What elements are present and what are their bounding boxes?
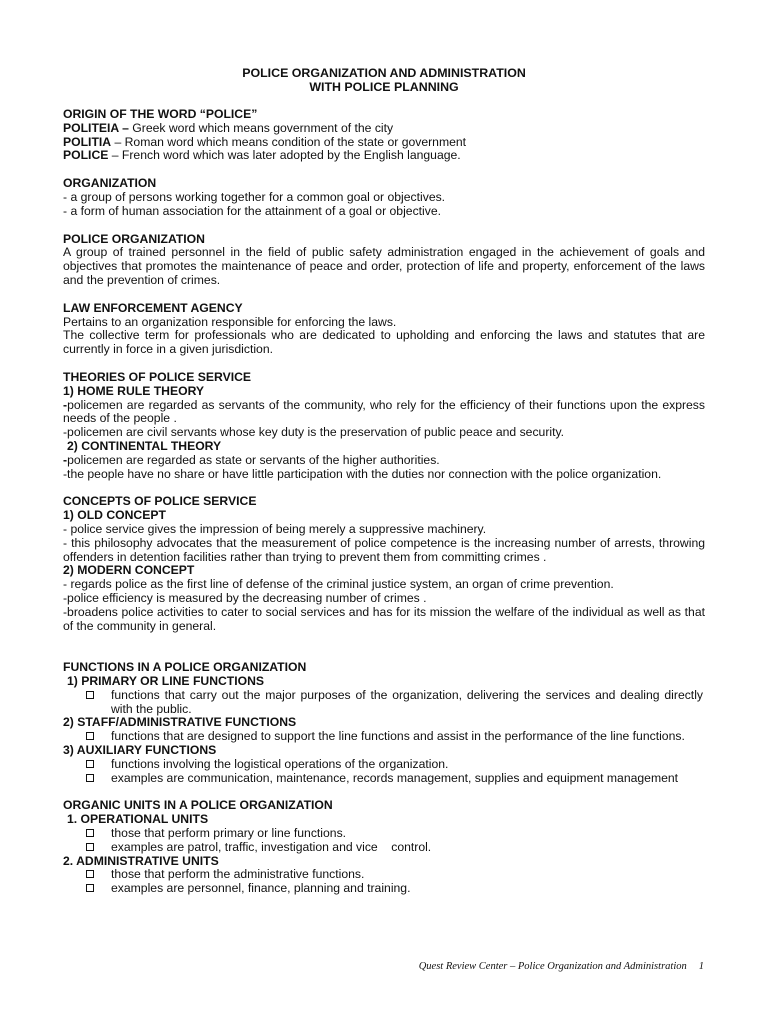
list-item-text: functions involving the logistical operations of the organization. <box>111 756 449 771</box>
old-concept-line: - police service gives the impression of being merely a suppressive machinery. <box>63 521 487 536</box>
police-organization-text: A group of trained personnel in the field of public safety administration engaged in the achievement of goals and objectives that promotes the maintenance of peace and order, protection of life and property, enforcement of the laws and the prevention of crimes. <box>63 245 705 287</box>
continental-line <box>63 454 705 468</box>
title-line-1: POLICE ORGANIZATION AND ADMINISTRATION <box>242 66 526 80</box>
staff-functions-list <box>63 730 705 744</box>
continental-text: policemen are regarded as state or servants of the higher authorities. <box>67 452 440 467</box>
footer-text: Quest Review Center – Police Organization and Administration <box>418 961 687 972</box>
organization-heading: ORGANIZATION <box>63 176 157 191</box>
origin-text: Greek word which means government of the city <box>128 120 394 135</box>
home-rule-dash: - <box>63 397 68 412</box>
origin-text: – French word which was later adopted by the English language. <box>108 148 461 163</box>
organic-units-section <box>63 799 705 896</box>
functions-section <box>63 661 705 785</box>
checkbox-bullet-icon <box>86 884 94 892</box>
origin-section <box>63 108 705 163</box>
checkbox-bullet-icon <box>86 774 94 782</box>
modern-concept-heading: 2) MODERN CONCEPT <box>63 563 195 578</box>
title-line-2: WITH POLICE PLANNING <box>309 80 459 94</box>
checkbox-bullet-icon <box>86 843 94 851</box>
continental-heading: 2) CONTINENTAL THEORY <box>67 438 222 453</box>
origin-heading: ORIGIN OF THE WORD “POLICE” <box>63 107 258 121</box>
document-page <box>63 66 705 896</box>
theories-heading: THEORIES OF POLICE SERVICE <box>63 369 252 384</box>
concepts-heading: CONCEPTS OF POLICE SERVICE <box>63 494 257 509</box>
list-item <box>63 868 705 882</box>
continental-line: -the people have no share or have little participation with the duties nor connection with the police organization. <box>63 466 662 481</box>
list-item <box>63 827 705 841</box>
list-item-text: those that perform the administrative functions. <box>111 867 365 882</box>
list-item-text: examples are patrol, traffic, investigation and vice control. <box>111 839 432 854</box>
modern-concept-line: - regards police as the first line of defense of the criminal justice system, an organ of crime prevention. <box>63 577 614 592</box>
list-item-text: functions that carry out the major purposes of the organization, delivering the services and dealing directly with the public. <box>111 687 703 716</box>
home-rule-line: -policemen are civil servants whose key duty is the preservation of public peace and security. <box>63 425 565 440</box>
auxiliary-functions-heading: 3) AUXILIARY FUNCTIONS <box>63 743 217 758</box>
home-rule-heading: 1) HOME RULE THEORY <box>63 383 205 398</box>
police-organization-heading: POLICE ORGANIZATION <box>63 231 205 246</box>
auxiliary-functions-list <box>63 758 705 786</box>
modern-concept-line: -broadens police activities to cater to social services and has for its mission the welfare of the individual as well as that of the community in general. <box>63 604 705 633</box>
modern-concept-line: -police efficiency is measured by the decreasing number of crimes . <box>63 590 427 605</box>
law-enforcement-heading: LAW ENFORCEMENT AGENCY <box>63 300 243 315</box>
administrative-units-list <box>63 868 705 896</box>
organization-section <box>63 177 705 218</box>
document-title <box>63 66 705 94</box>
list-item <box>63 841 705 855</box>
law-enforcement-line: The collective term for professionals who are dedicated to upholding and enforcing the laws and statutes that are currently in force in a given jurisdiction. <box>63 328 705 357</box>
origin-term: POLITIA <box>63 134 112 149</box>
functions-heading: FUNCTIONS IN A POLICE ORGANIZATION <box>63 660 307 675</box>
home-rule-line <box>63 399 705 427</box>
list-item <box>63 689 705 717</box>
old-concept-heading: 1) OLD CONCEPT <box>63 508 166 523</box>
origin-term: POLITEIA – <box>63 120 129 135</box>
concepts-section <box>63 495 705 633</box>
staff-functions-heading: 2) STAFF/ADMINISTRATIVE FUNCTIONS <box>63 715 297 730</box>
organic-units-heading: ORGANIC UNITS IN A POLICE ORGANIZATION <box>63 798 333 813</box>
primary-functions-list <box>63 689 705 717</box>
law-enforcement-line: Pertains to an organization responsible for enforcing the laws. <box>63 314 397 329</box>
operational-units-heading: 1. OPERATIONAL UNITS <box>67 812 209 827</box>
primary-functions-heading: 1) PRIMARY OR LINE FUNCTIONS <box>67 674 265 689</box>
origin-term: POLICE <box>63 148 109 163</box>
administrative-units-heading: 2. ADMINISTRATIVE UNITS <box>63 853 219 868</box>
checkbox-bullet-icon <box>86 691 94 699</box>
operational-units-list <box>63 827 705 855</box>
law-enforcement-section <box>63 302 705 357</box>
checkbox-bullet-icon <box>86 760 94 768</box>
organization-line: - a form of human association for the attainment of a goal or objective. <box>63 203 442 218</box>
list-item <box>63 772 705 786</box>
checkbox-bullet-icon <box>86 870 94 878</box>
police-organization-section <box>63 233 705 288</box>
checkbox-bullet-icon <box>86 732 94 740</box>
page-footer <box>419 961 704 972</box>
theories-section <box>63 371 705 481</box>
list-item <box>63 730 705 744</box>
list-item-text: functions that are designed to support the line functions and assist in the performance of the line functions. <box>111 729 685 744</box>
origin-item <box>63 149 705 163</box>
list-item <box>63 882 705 896</box>
origin-text: – Roman word which means condition of the state or government <box>111 134 467 149</box>
list-item-text: examples are personnel, finance, planning and training. <box>111 881 411 896</box>
page-number: 1 <box>698 961 704 972</box>
checkbox-bullet-icon <box>86 829 94 837</box>
list-item-text: those that perform primary or line functions. <box>111 826 347 841</box>
origin-item <box>63 122 705 136</box>
organization-line: - a group of persons working together for a common goal or objectives. <box>63 189 446 204</box>
home-rule-text: policemen are regarded as servants of the community, who rely for the efficiency of their functions upon the express needs of the people . <box>63 397 705 426</box>
list-item <box>63 758 705 772</box>
old-concept-line: - this philosophy advocates that the measurement of police competence is the increasing number of arrests, throwing offenders in detention facilities rather than trying to prevent them from committing crimes . <box>63 535 705 564</box>
list-item-text: examples are communication, maintenance, records management, supplies and equipment management <box>111 770 679 785</box>
origin-item <box>63 136 705 150</box>
continental-dash: - <box>63 452 68 467</box>
